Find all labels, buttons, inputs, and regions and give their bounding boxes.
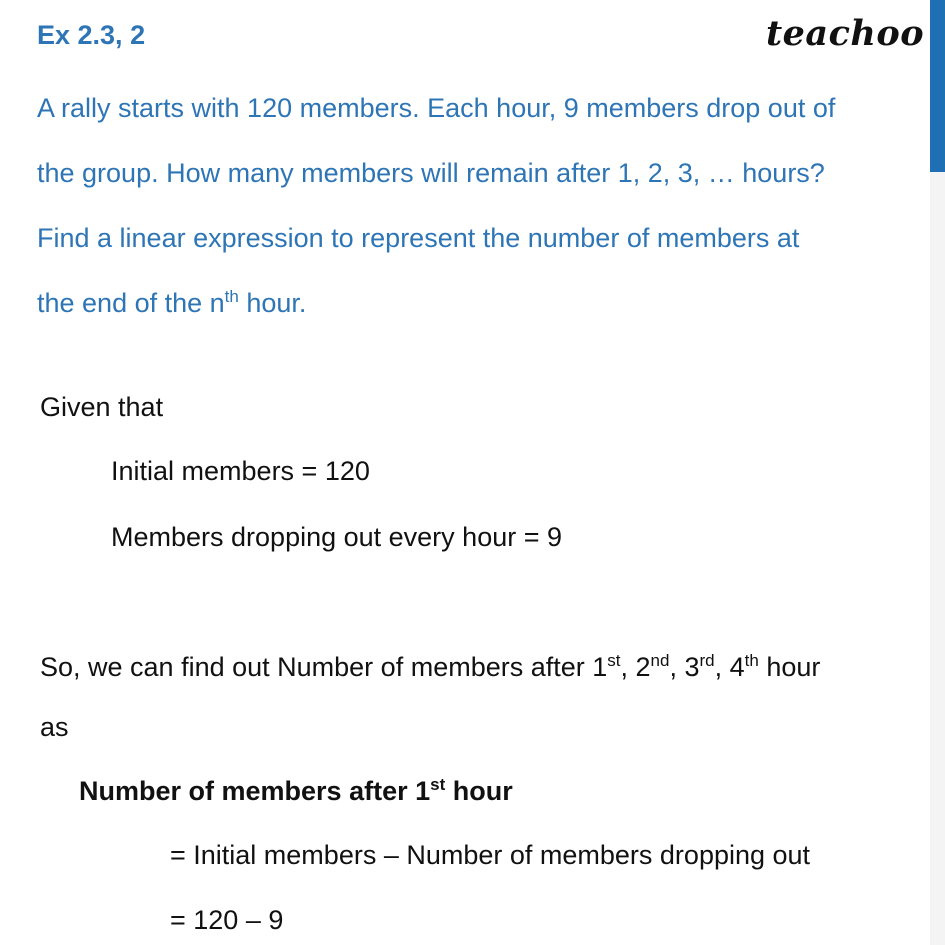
step1-heading-post: hour <box>445 776 513 806</box>
question-line-2: the group. How many members will remain after 1, 2, 3, … hours? <box>37 158 825 188</box>
given-heading: Given that <box>40 392 164 422</box>
so-sup-2: nd <box>650 651 670 670</box>
so-post: hour <box>758 652 821 682</box>
question-line-4-post: hour. <box>238 288 307 318</box>
given-initial-members: Initial members = 120 <box>111 456 370 486</box>
question-text <box>37 76 917 336</box>
step1-equation-2: = 120 – 9 <box>170 905 284 935</box>
so-pre: So, we can find out Number of members after 1 <box>40 652 608 682</box>
question-line-4-pre: the end of the n <box>37 288 225 318</box>
so-sup-3: rd <box>699 651 715 670</box>
scrollbar-thumb[interactable] <box>930 0 945 172</box>
so-mid-3: , 4 <box>714 652 745 682</box>
so-line-2: as <box>40 712 69 742</box>
teachoo-logo[interactable]: teachoo <box>766 13 925 54</box>
question-line-1: A rally starts with 120 members. Each hour, 9 members drop out of <box>37 93 836 123</box>
so-mid-2: , 3 <box>669 652 700 682</box>
given-dropping-members: Members dropping out every hour = 9 <box>111 522 562 552</box>
step1-heading-pre: Number of members after 1 <box>79 776 431 806</box>
scrollbar[interactable] <box>930 0 945 945</box>
question-line-4 <box>37 271 917 336</box>
so-line <box>40 651 821 682</box>
question-line-3: Find a linear expression to represent the number of members at <box>37 223 800 253</box>
so-mid-1: , 2 <box>620 652 651 682</box>
question-line-4-sup: th <box>224 287 239 306</box>
so-sup-4: th <box>744 651 759 670</box>
so-sup-1: st <box>607 651 621 670</box>
step1-equation-1: = Initial members – Number of members dropping out <box>170 840 811 870</box>
step1-heading <box>79 775 513 806</box>
step1-heading-sup: st <box>430 775 446 794</box>
exercise-number: Ex 2.3, 2 <box>37 20 146 50</box>
